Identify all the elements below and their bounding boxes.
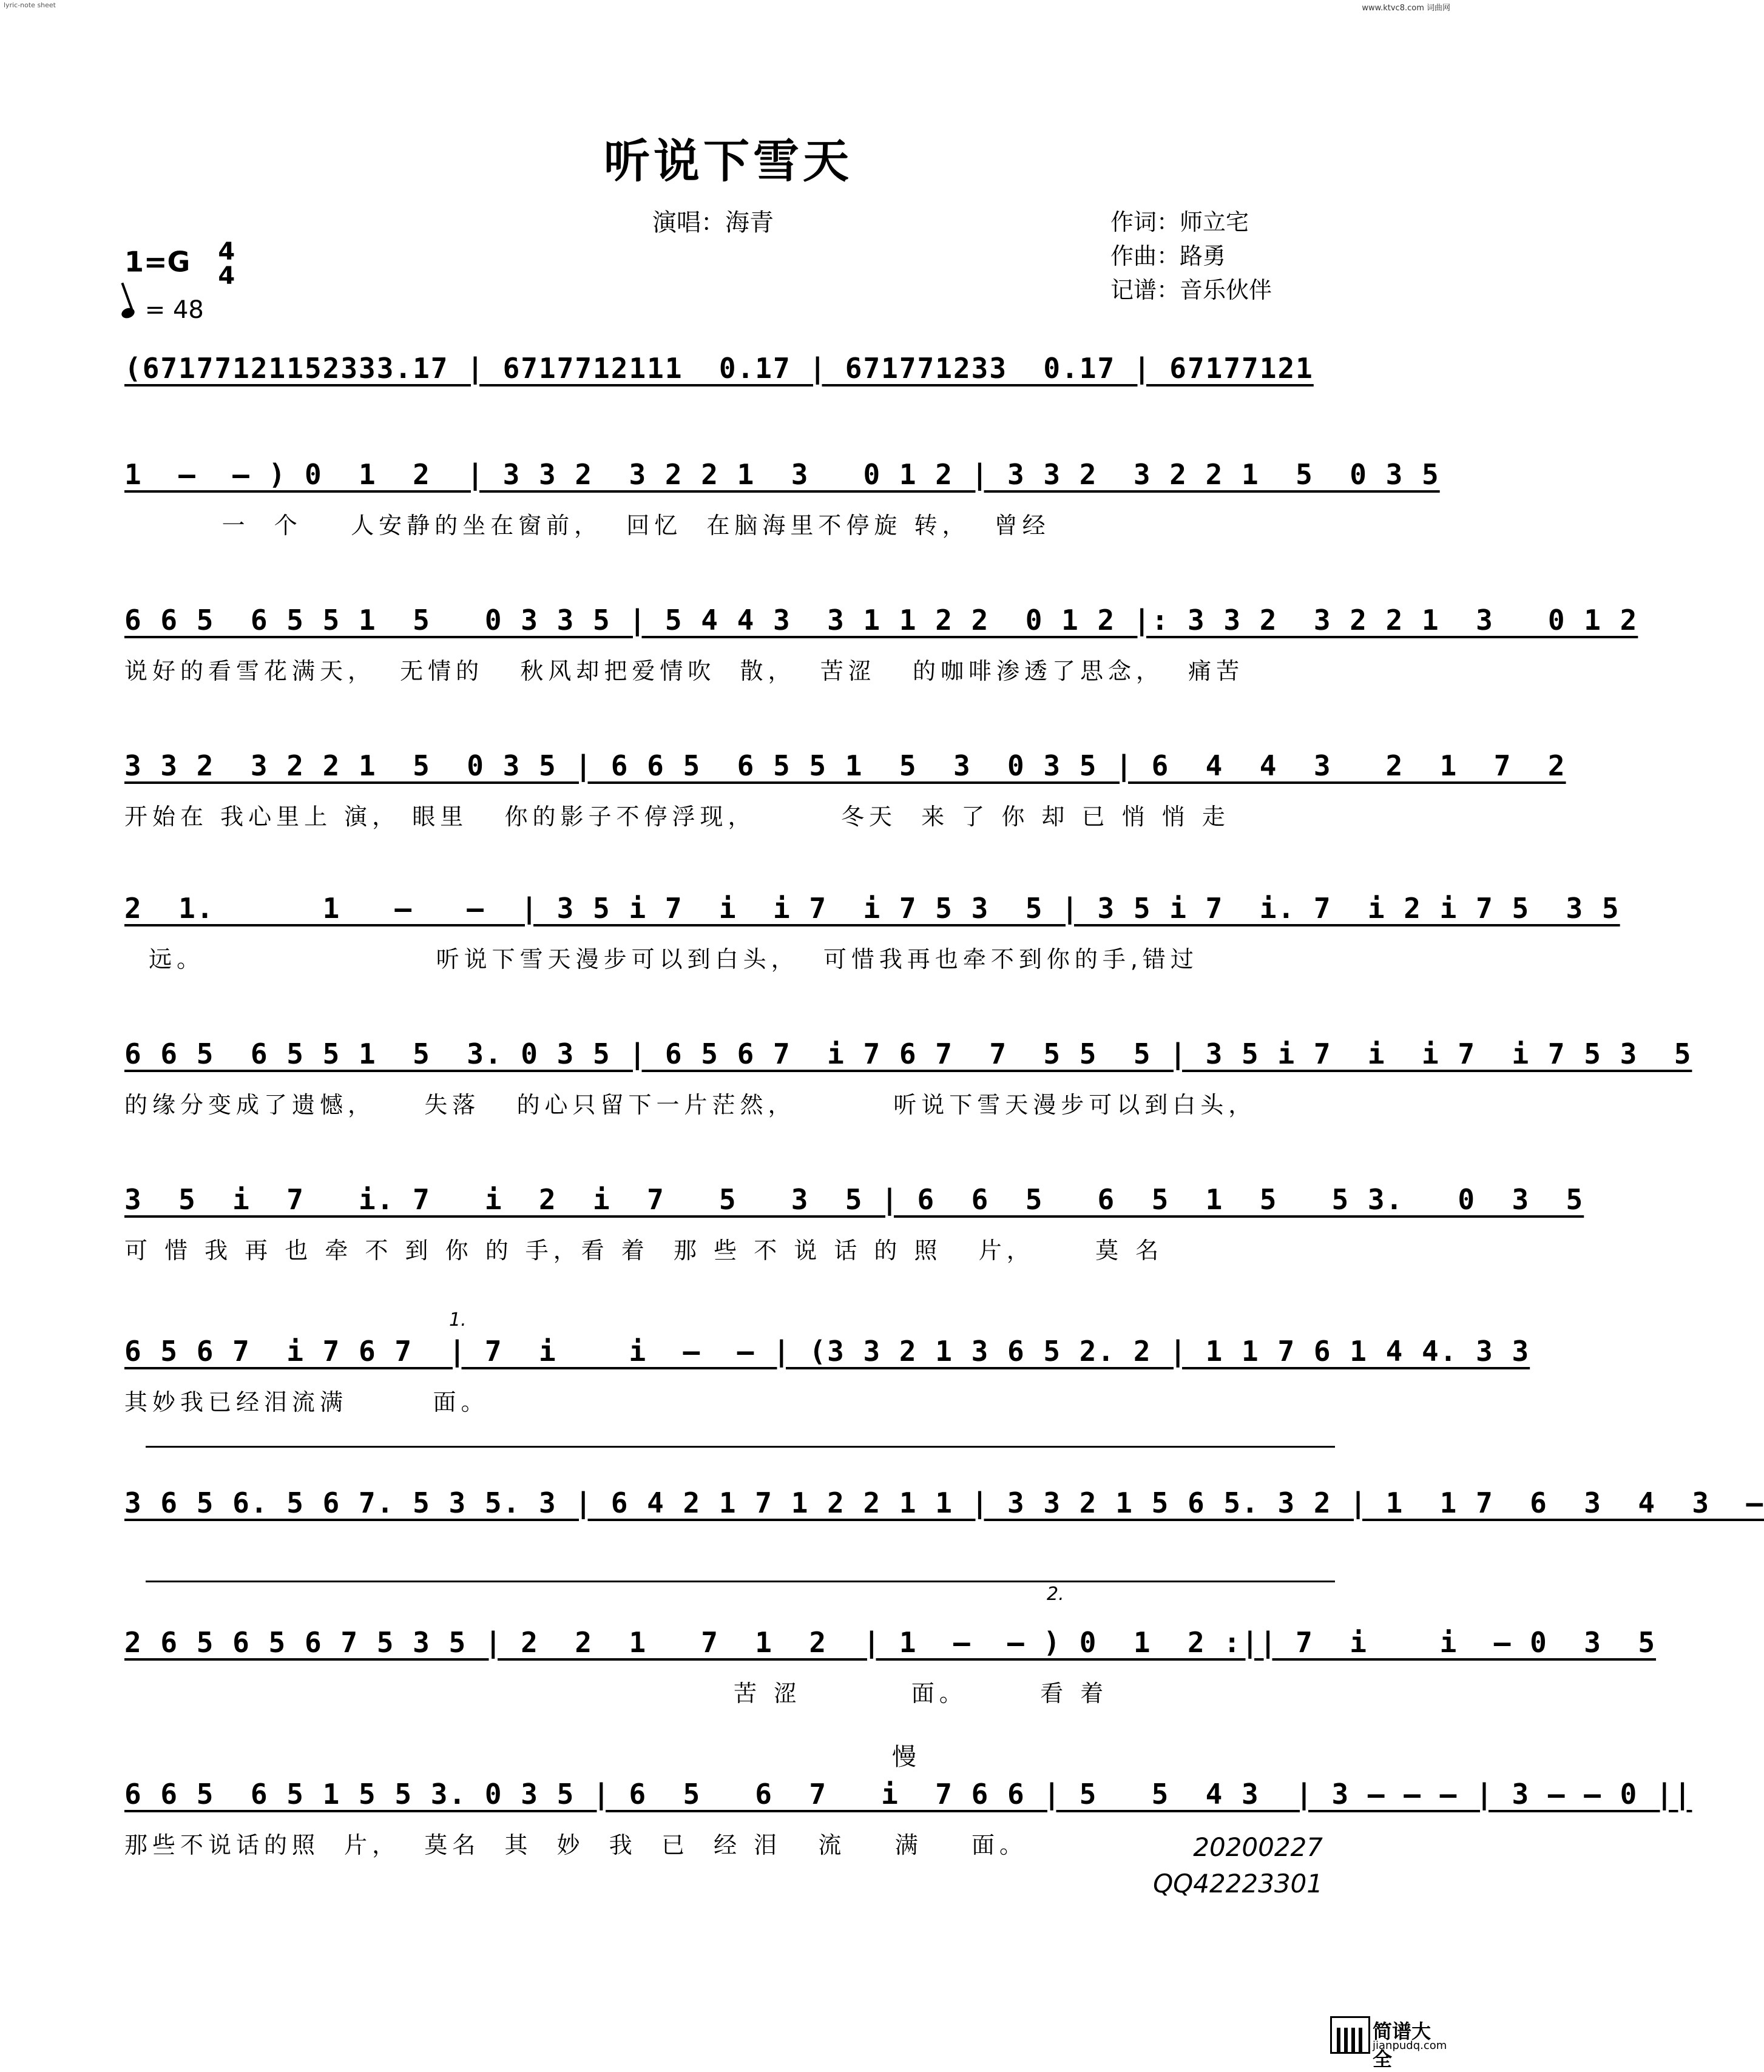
lyric-line: 其妙我已经泪流满 面。	[124, 1389, 489, 1416]
score-system-2	[124, 458, 1440, 540]
score-system-11	[124, 1743, 1692, 1860]
lyricist: 作词：师立宅	[1110, 209, 1249, 235]
lyric-line: 一 个 人安静的坐在窗前， 回忆 在脑海里不停旋 转， 曾经	[124, 512, 1050, 539]
time-signature	[218, 240, 235, 288]
header-site-url[interactable]: www.ktvc8.com 词曲网	[1362, 4, 1450, 13]
notation-line: (67177121152333.17 | 6717712111 0.17 | 671771233 0.17 | 67177121	[124, 352, 1314, 385]
score-system-4	[124, 749, 1566, 831]
performer: 演唱：海青	[652, 209, 774, 237]
score-system-3	[124, 604, 1638, 686]
piano-icon	[1330, 2016, 1370, 2054]
slow-marking: 慢	[892, 1743, 916, 1771]
score-system-1	[124, 352, 1338, 385]
time-top: 4	[218, 238, 235, 266]
qq-signature: QQ42223301	[1153, 1869, 1323, 1898]
notation-line: 3 5 i 7 i. 7 i 2 i 7 5 3 5 | 6 6 5 6 5 1 5 5 3. 0 3 5	[124, 1183, 1584, 1216]
notation-line: 1 – – ) 0 1 2 | 3 3 2 3 2 2 1 3 0 1 2 | 3 3 2 3 2 2 1 5 0 3 5	[124, 458, 1440, 491]
header-small-text: lyric-note sheet	[4, 1, 56, 9]
notation-line: 3 3 2 3 2 2 1 5 0 3 5 | 6 6 5 6 5 5 1 5 3 0 3 5 | 6 4 4 3 2 1 7 2	[124, 749, 1566, 782]
notation-line: 6 5 6 7 i 7 6 7 | 7 i i – – | (3 3 2 1 3 6 5 2. 2 | 1 1 7 6 1 4 4. 3 3	[124, 1335, 1530, 1368]
composer: 作曲：路勇	[1110, 243, 1226, 269]
score-system-7	[124, 1183, 1584, 1265]
score-system-5	[124, 892, 1620, 974]
score-system-10	[124, 1584, 1657, 1708]
notation-line: 2 1. 1 – – | 3 5 i 7 i i 7 i 7 5 3 5 | 3 5 i 7 i. 7 i 2 i 7 5 3 5	[124, 892, 1620, 925]
divider-line	[146, 1581, 1335, 1582]
date-signature: 20200227	[1193, 1832, 1323, 1862]
score-system-6	[124, 1038, 1692, 1119]
notation-line: 3 6 5 6. 5 6 7. 5 3 5. 3 | 6 4 2 1 7 1 2 2 1 1 | 3 3 2 1 5 6 5. 3 2 | 1 1 7 6 3 4 3 –	[124, 1487, 1764, 1519]
lyric-line: 的缘分变成了遗憾， 失落 的心只留下一片茫然， 听说下雪天漫步可以到白头，	[124, 1092, 1257, 1118]
song-title: 听说下雪天	[604, 134, 853, 188]
score-system-8	[124, 1309, 1530, 1417]
lyric-line: 苦 涩 面。 看 着	[124, 1680, 1109, 1707]
notation-line: 2 6 5 6 5 6 7 5 3 5 | 2 2 1 7 1 2 | 1 – – ) 0 1 2 :|| 7 i i – 0 3 5	[124, 1626, 1657, 1659]
credits	[1110, 205, 1272, 307]
tempo-value: = 48	[144, 296, 204, 324]
lyric-line: 说好的看雪花满天， 无情的 秋风却把爱情吹 散， 苦涩 的咖啡渗透了思念， 痛苦	[124, 658, 1245, 684]
lyric-line: 那些不说话的照 片， 莫名 其 妙 我 已 经 泪 流 满 面。	[124, 1832, 1028, 1858]
site-logo[interactable]	[1330, 2016, 1447, 2071]
lyric-line: 可 惜 我 再 也 牵 不 到 你 的 手，看 着 那 些 不 说 话 的 照 片， 莫 名	[124, 1237, 1164, 1264]
time-bottom: 4	[218, 262, 235, 290]
volta-2: 2.	[1047, 1584, 1064, 1605]
logo-text: 简谱大全	[1373, 2020, 1431, 2071]
quarter-note-icon	[120, 306, 136, 320]
lyric-line: 远。 听说下雪天漫步可以到白头， 可惜我再也牵不到你的手,错过	[124, 946, 1198, 973]
key-signature	[124, 240, 235, 288]
volta-1: 1.	[449, 1309, 467, 1331]
tempo-marking	[121, 296, 204, 324]
divider-line	[146, 1446, 1335, 1448]
key-label: 1=G	[124, 245, 191, 278]
notation-line: 6 6 5 6 5 1 5 5 3. 0 3 5 | 6 5 6 7 i 7 6 6 | 5 5 4 3 | 3 – – – | 3 – – 0 ||	[124, 1778, 1692, 1810]
lyric-line: 开始在 我心里上 演， 眼里 你的影子不停浮现， 冬天 来 了 你 却 已 悄 悄 走	[124, 803, 1230, 830]
transcriber: 记谱：音乐伙伴	[1110, 277, 1272, 303]
notation-line: 6 6 5 6 5 5 1 5 3. 0 3 5 | 6 5 6 7 i 7 6 7 7 5 5 5 | 3 5 i 7 i i 7 i 7 5 3 5	[124, 1038, 1692, 1070]
notation-line: 6 6 5 6 5 5 1 5 0 3 3 5 | 5 4 4 3 3 1 1 2 2 0 1 2 |: 3 3 2 3 2 2 1 3 0 1 2	[124, 604, 1638, 636]
logo-url: jianpudq.com	[1373, 2039, 1447, 2052]
score-system-9	[124, 1487, 1764, 1519]
